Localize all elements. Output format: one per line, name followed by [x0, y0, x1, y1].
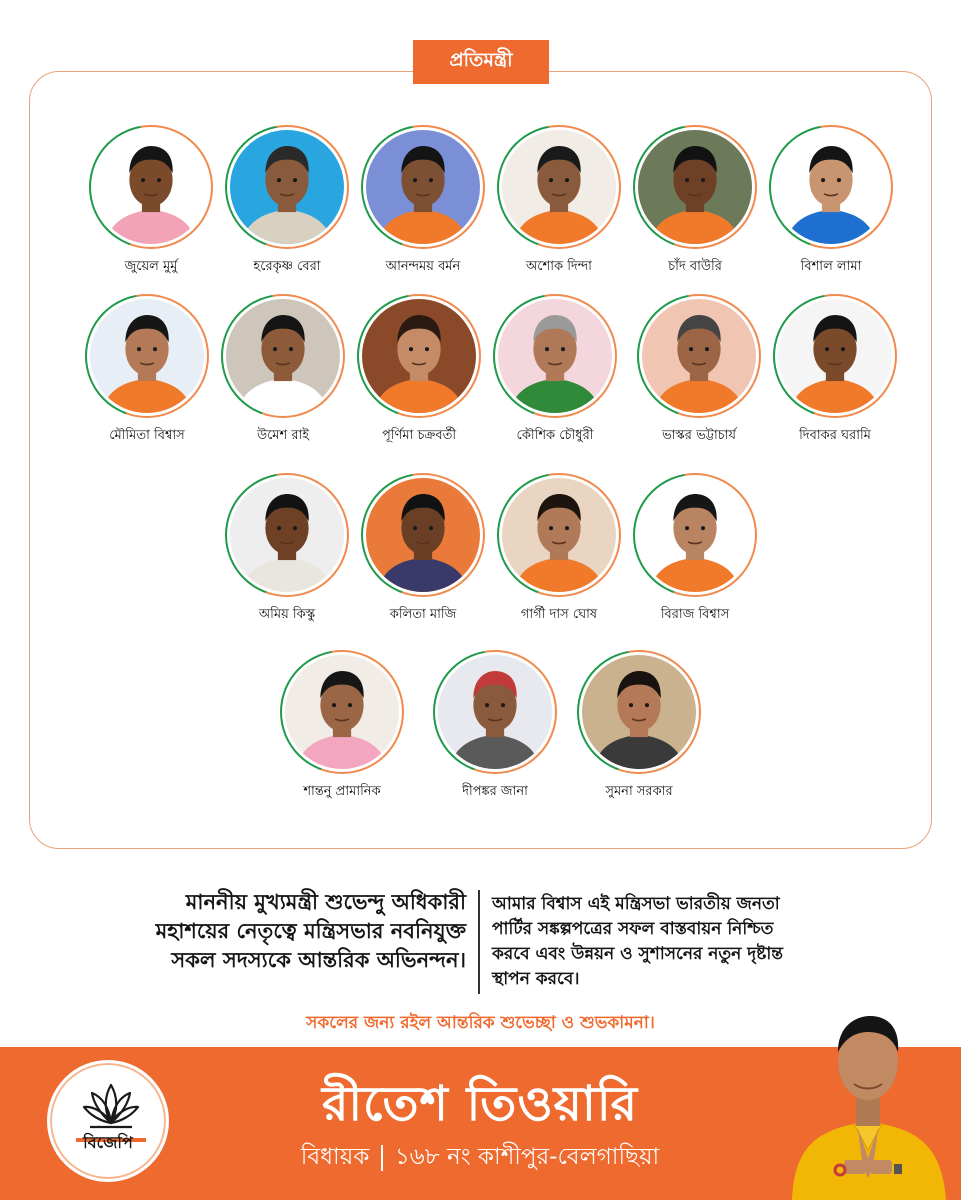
member-avatar — [433, 650, 557, 774]
member-card — [564, 650, 714, 803]
message-line: আমার বিশ্বাস এই মন্ত্রিসভা ভারতীয় জনতা — [492, 894, 780, 914]
member-card — [212, 125, 362, 278]
member-photo — [778, 299, 892, 413]
member-card — [620, 125, 770, 278]
designation: বিধায়ক — [300, 1144, 370, 1170]
member-photo — [285, 655, 399, 769]
member-card — [72, 294, 222, 447]
member-photo — [362, 299, 476, 413]
member-avatar — [497, 473, 621, 597]
member-photo — [638, 478, 752, 592]
member-photo — [582, 655, 696, 769]
member-name: জুয়েল মুর্মু — [124, 259, 178, 274]
member-photo — [498, 299, 612, 413]
lotus-icon — [80, 1079, 142, 1135]
member-card — [624, 294, 774, 447]
member-name: হরেকৃষ্ণ বেরা — [253, 259, 321, 274]
member-photo — [230, 130, 344, 244]
member-avatar — [577, 650, 701, 774]
member-photo — [502, 130, 616, 244]
member-avatar — [769, 125, 893, 249]
member-photo — [774, 130, 888, 244]
member-photo — [438, 655, 552, 769]
member-photo — [366, 478, 480, 592]
message-divider — [478, 890, 480, 994]
member-photo — [366, 130, 480, 244]
designation-separator — [381, 1145, 383, 1171]
member-card — [484, 125, 634, 278]
party-logo — [47, 1060, 169, 1182]
leader-photo — [784, 1000, 952, 1200]
member-photo — [94, 130, 208, 244]
member-card — [212, 473, 362, 626]
member-avatar — [773, 294, 897, 418]
member-name: দীপঙ্কর জানা — [462, 784, 528, 799]
member-name: গার্গী দাস ঘোষ — [520, 607, 598, 622]
member-card — [348, 125, 498, 278]
member-name: চাঁদ বাউরি — [668, 259, 722, 274]
member-photo — [90, 299, 204, 413]
message-line: পার্টির সঙ্কল্পপত্রের সফল বাস্তবায়ন নিশ্চিত — [492, 919, 774, 939]
message-line: করবে এবং উন্নয়ন ও সুশাসনের নতুন দৃষ্টান্ত — [492, 944, 783, 964]
member-card — [348, 473, 498, 626]
member-card — [267, 650, 417, 803]
member-photo — [226, 299, 340, 413]
member-name: দিবাকর ঘরামি — [799, 428, 871, 443]
member-photo — [642, 299, 756, 413]
member-avatar — [361, 125, 485, 249]
member-card — [344, 294, 494, 447]
member-avatar — [221, 294, 345, 418]
leader-name: রীতেশ তিওয়ারি — [322, 1076, 638, 1132]
member-avatar — [225, 473, 349, 597]
member-name: অশোক দিন্দা — [526, 259, 592, 274]
member-photo — [230, 478, 344, 592]
section-badge: প্রতিমন্ত্রী — [413, 40, 549, 84]
member-photo — [502, 478, 616, 592]
member-avatar — [637, 294, 761, 418]
wishes-line: সকলের জন্য রইল আন্তরিক শুভেচ্ছা ও শুভকামনা। — [306, 1013, 655, 1033]
belief-message — [492, 892, 912, 992]
member-name: পূর্ণিমা চক্রবর্তী — [381, 428, 457, 443]
constituency: ১৬৮ নং কাশীপুর-বেলগাছিয়া — [394, 1144, 660, 1170]
member-card — [420, 650, 570, 803]
member-avatar — [85, 294, 209, 418]
member-avatar — [357, 294, 481, 418]
member-card — [484, 473, 634, 626]
message-line: সকল সদস্যকে আন্তরিক অভিনন্দন। — [171, 948, 466, 972]
member-avatar — [89, 125, 213, 249]
member-name: মৌমিতা বিশ্বাস — [109, 428, 185, 443]
member-avatar — [493, 294, 617, 418]
member-card — [620, 473, 770, 626]
member-name: উমেশ রাই — [256, 428, 310, 443]
member-name: কৌশিক চৌধুরী — [516, 428, 594, 443]
member-name: অমিয় কিস্কু — [258, 607, 316, 622]
leader-designation-line — [200, 1138, 760, 1177]
member-name: ভাস্কর ভট্টাচার্য — [661, 428, 737, 443]
member-name: বিশাল লামা — [800, 259, 862, 274]
party-name: বিজেপি — [83, 1133, 133, 1152]
member-avatar — [361, 473, 485, 597]
member-card — [76, 125, 226, 278]
member-card — [208, 294, 358, 447]
member-avatar — [225, 125, 349, 249]
member-name: শান্তনু প্রামানিক — [303, 784, 381, 799]
message-line: মহাশয়ের নেতৃত্বে মন্ত্রিসভার নবনিযুক্ত — [155, 919, 466, 943]
member-name: কলিতা মাজি — [389, 607, 457, 622]
member-photo — [638, 130, 752, 244]
congratulation-message — [40, 888, 466, 975]
member-name: সুমনা সরকার — [605, 784, 673, 799]
member-avatar — [280, 650, 404, 774]
message-line: মাননীয় মুখ্যমন্ত্রী শুভেন্দু অধিকারী — [185, 890, 466, 914]
member-name: আনন্দময় বর্মন — [385, 259, 461, 274]
member-avatar — [497, 125, 621, 249]
member-avatar — [633, 125, 757, 249]
member-card — [480, 294, 630, 447]
message-line: স্থাপন করবে। — [492, 969, 580, 989]
member-card — [760, 294, 910, 447]
member-name: বিরাজ বিশ্বাস — [660, 607, 730, 622]
member-card — [756, 125, 906, 278]
member-avatar — [633, 473, 757, 597]
